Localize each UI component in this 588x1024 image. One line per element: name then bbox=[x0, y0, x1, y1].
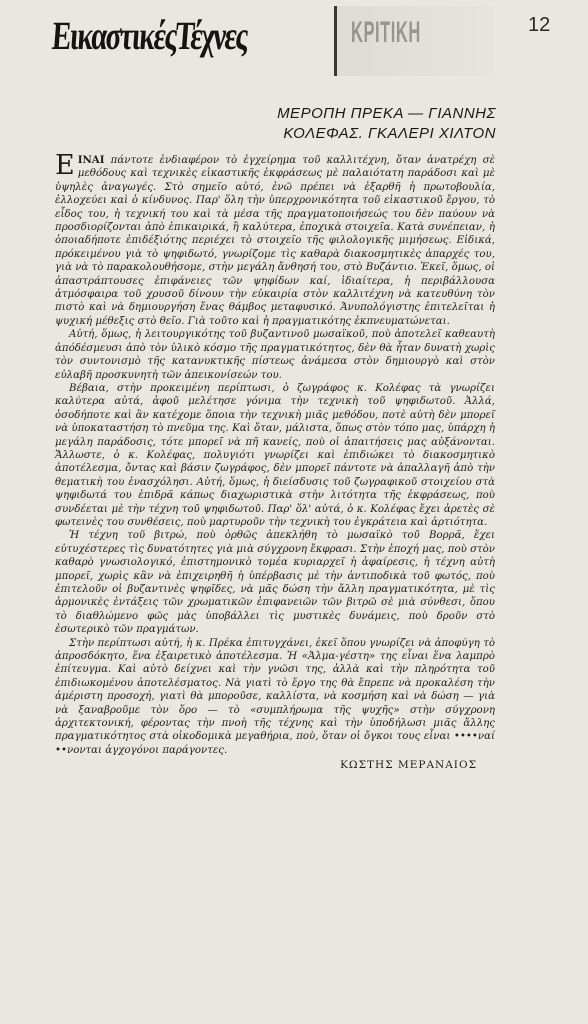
article-paragraph-4: Ἡ τέχνη τοῦ βιτρώ, ποὺ ὀρθῶς ἀπεκλήθη τὸ μωσαϊκὸ τοῦ Βορρᾶ, ἔχει εὐτυχέστερες τὶς δυνατότητες γιὰ μιὰ σύγχρονη ἔκφρασι. Στὴν ἐποχή μας, ποὺ στὸν καθαρὸ γνωσιολογικό, ἐπιστημονικὸ τομέα κυριαρχεῖ ἡ ἀφαίρεσις, ἡ τέχνη αὐτὴ μπορεῖ, χωρὶς κἂν νὰ ἐπιχειρηθῆ ἡ ὑπέρβασις μὲ τὴν ἀντιποδικὰ τοῦ φωτός, ποὺ ἐπιτελοῦν οἱ βυζαντινὲς ψηφῖδες, νὰ μᾶς δώση τὴν ἄλλη πραγματικότητα, μὲ τὶς ἁρμονικὲς ἐντάξεις τῶν χρωματικῶν ἐπιφανειῶν τῶν βιτρῶ σὲ μιὰ σύνθεσι, ὅπου τὸ διαθλώμενο φῶς μὰς ὑποβάλλει τὶς μυστικὲς δυνάμεις, ποὺ δροῦν στὸ ἐσωτερικὸ τῶν πραγμάτων. bbox=[55, 530, 495, 636]
headline-line-2: ΚΟΛΕΦΑΣ. ΓΚΑΛΕΡΙ ΧΙΛΤΟΝ bbox=[283, 125, 496, 142]
headline-line-1: ΜΕΡΟΠΗ ΠΡΕΚΑ — ΓΙΑΝΝΗΣ bbox=[277, 105, 496, 122]
stamp-label: ΚΡΙΤΙΚΗ bbox=[351, 16, 421, 49]
article-headline bbox=[277, 104, 496, 144]
section-masthead: ΕικαστικέςΤέχνες bbox=[50, 13, 249, 58]
paragraph-text: πάντοτε ἐνδιαφέρον τὸ ἐγχείρημα τοῦ καλλιτέχνη, ὅταν ἀνατρέχη σὲ μεθόδους καὶ τεχνικὲς εἰκαστικῆς ἐκφράσεως μὲ παλαιότατη παράδοσι καὶ μὲ ὑψηλὲς ἀναγωγές. Στὸ σημεῖο αὐτό, ἐνῶ πρέπει νὰ ἐξαρθῆ ἡ πρωτοβουλία, ἐλλοχεύει καὶ ὁ κίνδυνος. Παρ' ὅλη τὴν ὑπερχρονικότητα τοῦ εἰκαστικοῦ ἔργου, τὸ εἶδος του, ἡ τεχνική του καὶ τὰ μέσα τῆς πραγματοποιήσεώς του δὲν παύουν νὰ προσδιορίζονται ἀπὸ ἐπικαιρικά, ἢ καλύτερα, ἐποχικὰ στοιχεῖα. Κατὰ συνέπειαν, ἡ ὁποιαδήποτε ἐπιδέξιότης περιέχει τὸ στοιχεῖο τῆς φιλολογικῆς μιμήσεως. Εἰδικά, πρόκειμένου γιὰ τὸ ψηφιδωτό, γνωρίζομε τὶς καθαρὰ διακοσμητικὲς ἀπαρχές του, γιὰ νὰ τὸ παρακολουθήσομε, στὴν μεγάλη ἄνθησή του, στὸ Βυζάντιο. Ἐκεῖ, ὅμως, οἱ ἀπαστράπτουσες ἐπιφάνειες τῶν ψηφίδων καί, ἰδιαίτερα, ἡ περιβάλλουσα ἀτμόσφαιρα τοῦ χρυσοῦ δίνουν τὴν εὐκαιρία στὸν καλλιτέχνη νὰ κατευθύνη τὸν πιστὸ καὶ νὰ δημιουργήση ἕνας θάμβος μεταφυσικό. Ἀνυπολόγιστης ἐπιτελεῖται ἡ ψυχική μέθεξις στὸ θεῖο. Γιὰ τοῦτο καὶ ἡ πραγματικότης ἐκπνευματώνεται. bbox=[55, 155, 495, 327]
lead-word: ΙΝΑΙ bbox=[77, 154, 105, 166]
page-number: 12 bbox=[528, 14, 551, 36]
drop-cap: Ε bbox=[55, 150, 75, 181]
author-byline: ΚΩΣΤΗΣ ΜΕΡΑΝΑΙΟΣ bbox=[340, 759, 477, 772]
article-paragraph-5: Στὴν περίπτωσι αὐτή, ἡ κ. Πρέκα ἐπιτυγχάνει, ἐκεῖ ὅπου γνωρίζει νὰ ἀποφύγη τὸ ἀπροσδόκητο, ἕνα ἐξαιρετικὸ ἀποτέλεσμα. Ἡ «Ἀλμα-γέστη» της εἶναι ἕνα λαμπρὸ ἐπίτευγμα. Καὶ αὐτὸ δείχνει καὶ τὴν γνῶσι της, ἀλλὰ καὶ τὴν πληρότητα τοῦ ἐπιδιωκομένου ἀποτελέσματος. Νὰ γιατὶ τὸ ἔργο της θὰ ἔπρεπε νὰ προκαλέση τὴν ἀμέριστη προσοχή, γιατὶ θὰ μποροῦσε, καλλίστα, νὰ κοσμήση καὶ νὰ δώση — γιὰ νὰ ξαναβροῦμε τὸν ὅρο — τὸ «συμπλήρωμα τῆς ψυχῆς» στὴν σύγχρονη ἀρχιτεκτονική, φέροντας τὴν πνοὴ τῆς τέχνης καὶ τὴν ὑποδήλωσι μιᾶς ἄλλης πραγματικότητος στὰ οἰκοδομικὰ μεγαθήρια, ποὺ, ὅταν οἱ ὄγκοι τους εἶναι ••••ναί ••νονται ἀγχογόνοι παράγοντες. bbox=[55, 637, 495, 756]
article-body bbox=[55, 150, 495, 773]
review-stamp bbox=[334, 6, 493, 76]
article-paragraph-2: Αὐτή, ὅμως, ἡ λειτουργικότης τοῦ βυζαντινοῦ μωσαϊκοῦ, ποὺ ἀποτελεῖ καθεαυτὴ ἀπόδέσμευσι ἀπὸ τὸν ὑλικὸ κόσμο τῆς πραγματικότητος, δὲν θὰ ἦταν δυνατὴ χωρὶς τὸν συντονισμὸ τῆς κατανυκτικῆς πίστεως ἀνάμεσα στὸν δημιουργὸ καὶ στὸν εὐλαβῆ προσκυνητὴ τῶν ἀπεικονίσεών του. bbox=[55, 329, 495, 381]
article-paragraph-3: Βέβαια, στὴν προκειμένη περίπτωσι, ὁ ζωγράφος κ. Κολέφας τὰ γνωρίζει καλύτερα αὐτά, ἀφοῦ μελέτησε γόνιμα τὴν τεχνικὴ τοῦ ψηφιδωτοῦ. Ἀλλά, ὁσοδήποτε καὶ ἂν κατέχομε ὅποια τὴν τεχνικὴ μιᾶς μεθόδου, ποτὲ αὐτὴ δὲν μπορεῖ νὰ ὑποκαταστήση τὸ πνεῦμα της. Καὶ ὅταν, μάλιστα, ὅπως στὸν τόπο μας, ὑπάρχη ἡ μεγάλη παράδοσις, τότε μπορεῖ νὰ πῆ κανείς, ποὺ οἱ ἀπαιτήσεις μας αὐξάνονται. Ἄλλωστε, ὁ κ. Κολέφας, πολυγιότι γνωρίζει καὶ ἐπιδιώκει τὸ διακοσμητικὸ ἀποτέλεσμα, ὄντας καὶ βάσιν ζωγράφος, δὲν μπορεῖ πάντοτε νὰ ἀπαλλαγῆ ἀπὸ τὴν θεματικὴ του ἐνασχόλησι. Αὐτή, ὅμως, ἡ διείσδυσις τοῦ ζωγραφικοῦ στοιχείου στὰ ψηφιδωτά του ἐπιδρᾶ κάπως διαχωριστικὰ στὴν λιτότητα τῆς ἐκφράσεως, ποὺ συνδέεται μὲ τὴν τέχνη τοῦ ψηφιδωτοῦ. Παρ' ὅλ' αὐτά, ὁ κ. Κολέφας ἔχει ἀρετὲς σὲ φωτεινὲς του συνθέσεις, ποὺ μαρτυροῦν τὴν τεχνικὴ του ἐγκράτεια καὶ ἀρτιότητα. bbox=[55, 382, 495, 528]
article-paragraph-1 bbox=[55, 150, 495, 328]
